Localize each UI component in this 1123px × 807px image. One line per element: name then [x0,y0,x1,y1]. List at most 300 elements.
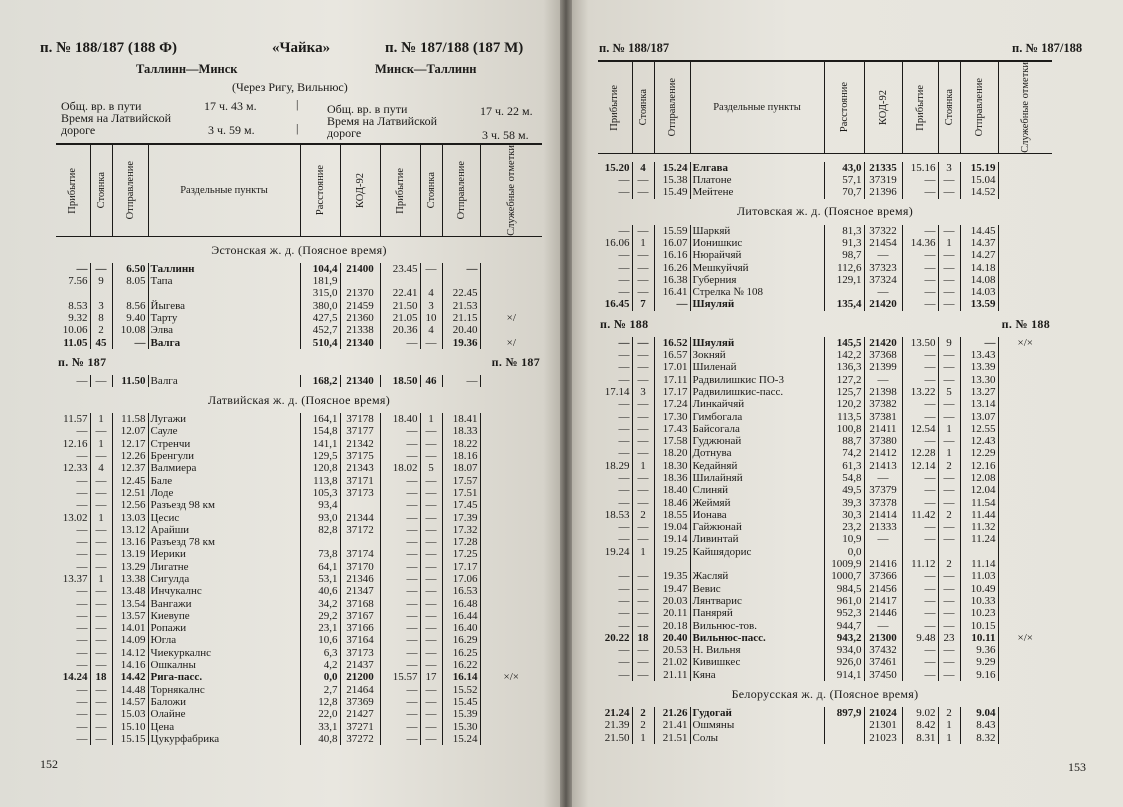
cell-remark [998,732,1052,744]
cell-stop-back: — [938,497,960,509]
cell-departure: 16.38 [654,274,690,286]
column-header-label: Прибытие [914,84,926,131]
column-header-arrival-back [380,144,420,236]
cell-station: Стренчи [148,438,300,450]
cell-arrival-back: — [902,361,938,373]
cell-arrival: — [618,286,630,299]
cell-arrival-back: — [902,570,938,582]
cell-code: — [864,286,902,298]
cell-departure: 17.17 [654,386,690,398]
cell-station: Радвилишкис-пасс. [690,386,824,398]
cell-code: 21360 [340,312,380,324]
cell-arrival-back: — [902,620,938,632]
cell-distance: 70,7 [824,186,864,198]
cell-distance: 74,2 [824,447,864,459]
column-header-departure [654,61,690,153]
cell-remark [998,497,1052,509]
cell-stop: — [90,721,112,733]
cell-arrival [56,287,90,299]
cell-departure: 16.26 [654,262,690,274]
cell-remark [998,262,1052,274]
train-number-right-right-page: п. № 187/188 [1012,41,1083,55]
cell-arrival: — [76,585,88,598]
cell-departure: 15.38 [654,174,690,186]
cell-stop-back: 17 [420,671,442,683]
cell-distance: 914,1 [824,669,864,681]
cell-station: Шяуляй [690,337,824,349]
timetable-row [598,719,1052,731]
total-time-label-right: Общ. вр. в пути [327,102,408,116]
right-timetable [598,60,1052,744]
cell-remark [998,374,1052,386]
cell-code: 37173 [340,647,380,659]
cell-stop: — [632,435,654,447]
cell-code: 21412 [864,447,902,459]
timetable-row [56,337,542,349]
column-header-distance [300,144,340,236]
cell-remark [998,558,1052,570]
cell-station: Олайне [148,708,300,720]
timetable-row [598,386,1052,398]
cell-arrival-back: 18.50 [380,375,420,387]
cell-departure-back: — [442,375,480,387]
timetable-row [56,684,542,696]
cell-departure [654,558,690,570]
header-divider-1: | [296,97,299,111]
cell-departure: 15.59 [654,225,690,237]
cell-station: Кяна [690,669,824,681]
cell-stop-back: — [420,647,442,659]
cell-departure: 21.41 [654,719,690,731]
cell-station: Стрелка № 108 [690,286,824,298]
cell-distance: 984,5 [824,583,864,595]
cell-code: — [864,472,902,484]
cell-remark [998,361,1052,373]
cell-arrival: 10.06 [62,324,88,337]
cell-distance: 897,9 [824,707,864,719]
cell-station: Цесис [148,512,300,524]
cell-stop: 1 [90,573,112,585]
cell-remark [480,622,542,634]
cell-distance: 427,5 [300,312,340,324]
column-header-label: Отправление [124,161,136,220]
cell-departure-back: 17.17 [442,561,480,573]
cell-remark [998,719,1052,731]
cell-code: 21024 [864,707,902,719]
cell-departure-back: 16.25 [442,647,480,659]
cell-stop: — [90,696,112,708]
cell-station: Тапа [148,275,300,287]
column-header-label: Расстояние [838,82,850,133]
cell-remark [998,546,1052,558]
cell-stop-back: — [938,472,960,484]
cell-departure-back: 18.33 [442,425,480,437]
cell-stop-back: 4 [420,287,442,299]
cell-stop-back: — [938,225,960,237]
cell-stop-back: 2 [938,460,960,472]
cell-stop: — [90,647,112,659]
cell-code: 21437 [340,659,380,671]
cell-stop-back: 2 [938,707,960,719]
cell-distance: 23,1 [300,622,340,634]
cell-arrival-back: 21.50 [380,300,420,312]
cell-remark [480,647,542,659]
cell-stop: — [632,533,654,545]
cell-code: 21420 [864,337,902,349]
train-subheader [56,349,542,375]
cell-station: Ошкалны [148,659,300,671]
total-time-value-right: 17 ч. 22 м. [480,104,533,118]
cell-distance: 23,2 [824,521,864,533]
cell-stop: — [632,472,654,484]
cell-code: 37366 [864,570,902,582]
cell-distance: 93,0 [300,512,340,524]
cell-code: 37177 [340,425,380,437]
cell-departure: 12.51 [112,487,148,499]
column-header-remark [480,144,542,236]
cell-stop: — [632,656,654,668]
cell-departure: 10.08 [112,324,148,336]
cell-stop: — [632,286,654,298]
cell-stop: — [90,598,112,610]
cell-arrival-back: — [902,349,938,361]
cell-stop: — [632,484,654,496]
cell-remark [480,696,542,708]
cell-arrival-back: 13.50 [902,337,938,349]
timetable-row [598,186,1052,198]
cell-departure-back: 11.32 [960,521,998,533]
cell-arrival-back: — [380,610,420,622]
train-number-right: п. № 187/188 (187 М) [385,40,524,56]
timetable-row [56,287,542,299]
cell-departure: 14.42 [112,671,148,683]
cell-stop-back: — [938,186,960,198]
cell-distance: 315,0 [300,287,340,299]
cell-remark [480,413,542,425]
cell-arrival: — [618,644,630,657]
cell-distance: 100,8 [824,423,864,435]
cell-station: Киевупе [148,610,300,622]
cell-distance: 1009,9 [824,558,864,570]
cell-departure-back: 16.29 [442,634,480,646]
cell-departure-back: 15.19 [960,162,998,174]
cell-code [864,546,902,558]
cell-stop: 45 [90,337,112,349]
cell-distance: 73,8 [300,548,340,560]
cell-departure-back: 12.29 [960,447,998,459]
column-header-code [340,144,380,236]
cell-arrival: — [618,533,630,546]
cell-station: Валга [148,375,300,387]
cell-stop-back: — [420,708,442,720]
cell-code: 21427 [340,708,380,720]
cell-arrival-back: — [902,435,938,447]
cell-stop-back: 10 [420,312,442,324]
cell-code: 37175 [340,450,380,462]
cell-arrival: — [618,668,630,681]
cell-departure-back: 11.03 [960,570,998,582]
cell-stop-back: — [938,620,960,632]
cell-remark [480,524,542,536]
cell-arrival-back: — [902,583,938,595]
cell-departure-back: 15.04 [960,174,998,186]
cell-distance: 43,0 [824,162,864,174]
timetable-row [598,249,1052,261]
cell-departure-back: 12.04 [960,484,998,496]
cell-departure: 14.01 [112,622,148,634]
left-timetable [56,143,542,745]
cell-code: 37368 [864,349,902,361]
cell-arrival: — [618,570,630,583]
timetable-row [56,450,542,462]
cell-stop: — [632,570,654,582]
cell-station: Гимбогала [690,411,824,423]
cell-arrival-back: — [902,174,938,186]
column-header-stop-back [420,144,442,236]
page-number-left: 152 [40,757,58,771]
cell-code: 37172 [340,524,380,536]
timetable-row [598,509,1052,521]
cell-stop-back: — [420,598,442,610]
cell-stop: — [90,548,112,560]
column-header-stop-back [938,61,960,153]
cell-stop: 7 [632,298,654,310]
cell-arrival-back: — [380,622,420,634]
cell-stop: 2 [90,324,112,336]
cell-departure: 18.46 [654,497,690,509]
cell-departure: 15.49 [654,186,690,198]
cell-station: Валмиера [148,462,300,474]
cell-remark [998,595,1052,607]
cell-arrival: — [618,398,630,411]
cell-stop [632,558,654,570]
column-header-label: Стоянка [95,172,107,209]
timetable-row [56,536,542,548]
cell-arrival-back: — [380,696,420,708]
cell-distance: 82,8 [300,524,340,536]
cell-code: 37319 [864,174,902,186]
cell-departure-back: 17.57 [442,475,480,487]
column-header-label: Отправление [455,161,467,220]
cell-remark [998,484,1052,496]
cell-distance: 53,1 [300,573,340,585]
cell-arrival: 18.53 [604,508,630,521]
cell-departure: 19.14 [654,533,690,545]
cell-remark [998,398,1052,410]
cell-remark [480,598,542,610]
cell-stop: — [90,425,112,437]
cell-distance: 125,7 [824,386,864,398]
timetable-row [56,610,542,622]
cell-departure-back: 15.30 [442,721,480,733]
railway-section-header [56,387,542,413]
cell-arrival: — [618,336,630,349]
cell-arrival: — [76,548,88,561]
cell-remark [480,659,542,671]
timetable-row [598,497,1052,509]
cell-departure-back: 16.22 [442,659,480,671]
cell-departure-back: 12.43 [960,435,998,447]
cell-station: Слиняй [690,484,824,496]
cell-distance: 30,3 [824,509,864,521]
timetable-row [56,647,542,659]
cell-distance: 10,9 [824,533,864,545]
cell-arrival-back: — [380,733,420,745]
timetable-row [598,620,1052,632]
cell-code: 37271 [340,721,380,733]
cell-arrival-back: — [380,438,420,450]
cell-arrival-back: — [380,337,420,349]
cell-arrival-back: 11.42 [902,509,938,521]
timetable-row [598,484,1052,496]
cell-stop-back: — [938,349,960,361]
cell-distance: 136,3 [824,361,864,373]
cell-arrival-back: 21.05 [380,312,420,324]
cell-departure: 13.12 [112,524,148,536]
cell-code: 21416 [864,558,902,570]
cell-remark [480,438,542,450]
cell-departure-back: 13.14 [960,398,998,410]
cell-departure-back: 17.28 [442,536,480,548]
cell-arrival: 21.50 [604,731,630,744]
cell-departure-back: 20.40 [442,324,480,336]
column-header-label: Расстояние [314,165,326,216]
timetable-row [56,622,542,634]
cell-departure: — [112,337,148,349]
cell-code: 21344 [340,512,380,524]
cell-station: Губерния [690,274,824,286]
cell-code: — [864,249,902,261]
cell-stop: 18 [632,632,654,644]
cell-code: 37166 [340,622,380,634]
railway-section-header [598,199,1052,225]
cell-distance [300,536,340,548]
cell-remark [998,644,1052,656]
timetable-row [56,438,542,450]
cell-stop: — [632,411,654,423]
cell-departure: 15.24 [654,162,690,174]
cell-code: 37382 [864,398,902,410]
cell-stop-back: 1 [420,413,442,425]
cell-code: 37450 [864,669,902,681]
cell-departure-back: 16.14 [442,671,480,683]
cell-arrival-back: — [902,298,938,310]
cell-stop: 1 [90,413,112,425]
cell-code: 37324 [864,274,902,286]
cell-stop-back: — [420,450,442,462]
cell-departure: 20.11 [654,607,690,619]
cell-departure: 8.56 [112,300,148,312]
cell-station: Гайжюнай [690,521,824,533]
column-header-label: КОД-92 [877,89,889,125]
cell-distance [824,719,864,731]
cell-stop-back: — [420,524,442,536]
cell-distance: 39,3 [824,497,864,509]
timetable-row [56,324,542,336]
cell-arrival-back: — [380,512,420,524]
cell-departure: 16.57 [654,349,690,361]
railway-section-title: Белорусская ж. д. (Поясное время) [731,686,919,701]
cell-arrival: — [76,695,88,708]
timetable-row [56,721,542,733]
column-header-stop [632,61,654,153]
cell-arrival-back: 14.36 [902,237,938,249]
cell-arrival-back: 12.28 [902,447,938,459]
timetable-row [56,275,542,287]
cell-remark [480,684,542,696]
cell-departure: 20.40 [654,632,690,644]
cell-arrival-back: — [380,450,420,462]
cell-code: 21398 [864,386,902,398]
cell-departure: 12.17 [112,438,148,450]
cell-departure: 19.35 [654,570,690,582]
cell-stop: — [90,499,112,511]
cell-arrival: 19.24 [604,545,630,558]
cell-remark [480,450,542,462]
cell-stop-back [420,275,442,287]
cell-code: 37323 [864,262,902,274]
cell-code: 21343 [340,462,380,474]
cell-departure: 17.11 [654,374,690,386]
timetable-row [56,524,542,536]
cell-remark [998,509,1052,521]
column-header-label: Стоянка [637,89,649,126]
cell-remark [998,423,1052,435]
cell-arrival-back: — [380,487,420,499]
cell-arrival: — [76,732,88,745]
cell-arrival: — [618,349,630,362]
cell-departure: 18.30 [654,460,690,472]
cell-distance: 129,1 [824,274,864,286]
cell-station: Ливинтай [690,533,824,545]
cell-station: Йыгева [148,300,300,312]
cell-arrival-back: 9.02 [902,707,938,719]
cell-stop: — [90,263,112,275]
cell-stop-back: — [420,499,442,511]
cell-arrival-back: — [902,286,938,298]
cell-stop: 18 [90,671,112,683]
cell-departure: 20.53 [654,644,690,656]
cell-departure: 14.09 [112,634,148,646]
cell-distance: 34,2 [300,598,340,610]
cell-departure-back: 13.43 [960,349,998,361]
cell-stop-back: — [938,298,960,310]
cell-arrival: — [76,708,88,721]
cell-arrival: — [76,659,88,672]
cell-remark [998,274,1052,286]
cell-code: 37369 [340,696,380,708]
timetable-row [56,585,542,597]
timetable-row [598,732,1052,744]
latvia-time-label-left-1: Время на Латвийской [61,111,172,125]
cell-remark [998,162,1052,174]
cell-stop-back: — [420,263,442,275]
cell-departure-back: 9.36 [960,644,998,656]
cell-station: Шиленай [690,361,824,373]
cell-code: 21023 [864,732,902,744]
cell-stop: — [90,708,112,720]
cell-arrival: — [618,521,630,534]
cell-distance: 380,0 [300,300,340,312]
cell-stop: — [632,447,654,459]
cell-stop: — [632,521,654,533]
cell-remark [998,186,1052,198]
cell-departure-back: 22.45 [442,287,480,299]
cell-distance: 0,0 [300,671,340,683]
cell-stop-back: — [420,634,442,646]
cell-departure: 14.16 [112,659,148,671]
cell-stop: — [90,622,112,634]
